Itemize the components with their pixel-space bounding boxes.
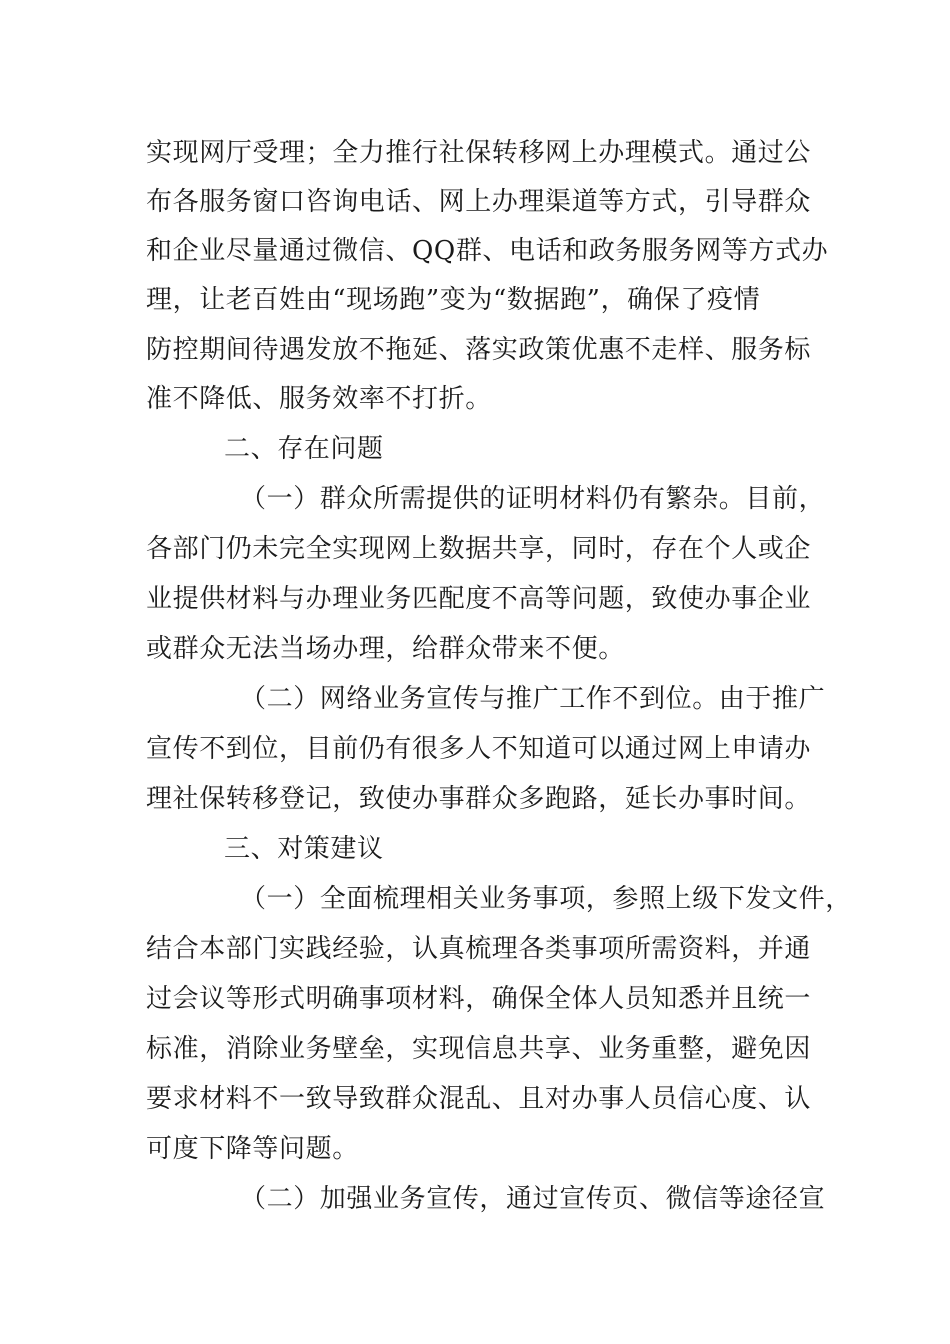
body-text-line: 宣传不到位，目前仍有很多人不知道可以通过网上申请办 xyxy=(146,734,812,764)
body-text-line: 要求材料不一致导致群众混乱、且对办事人员信心度、认 xyxy=(146,1084,812,1114)
body-text-line: 可度下降等问题。 xyxy=(146,1134,359,1164)
body-text-line: 和企业尽量通过微信、QQ群、电话和政务服务网等方式办 xyxy=(146,236,829,266)
body-text-line: 结合本部门实践经验，认真梳理各类事项所需资料，并通 xyxy=(146,934,812,964)
body-text-line: 防控期间待遇发放不拖延、落实政策优惠不走样、服务标 xyxy=(146,335,812,365)
body-text-line: 过会议等形式明确事项材料，确保全体人员知悉并且统一 xyxy=(146,984,812,1014)
body-text-line: 理，让老百姓由“现场跑”变为“数据跑”，确保了疫情 xyxy=(146,285,761,315)
subsection-line: （二）网络业务宣传与推广工作不到位。由于推广 xyxy=(240,684,826,714)
body-text-line: 准不降低、服务效率不打折。 xyxy=(146,384,492,414)
body-text-line: 标准，消除业务壁垒，实现信息共享、业务重整，避免因 xyxy=(146,1034,812,1064)
body-text-line: 各部门仍未完全实现网上数据共享，同时，存在个人或企 xyxy=(146,534,812,564)
body-text-line: 或群众无法当场办理，给群众带来不便。 xyxy=(146,634,625,664)
section-heading: 二、存在问题 xyxy=(224,434,384,464)
section-heading: 三、对策建议 xyxy=(224,834,384,864)
body-text-line: 理社保转移登记，致使办事群众多跑路，延长办事时间。 xyxy=(146,784,812,814)
body-text-line: 布各服务窗口咨询电话、网上办理渠道等方式，引导群众 xyxy=(146,187,812,217)
subsection-line: （一）全面梳理相关业务事项，参照上级下发文件， xyxy=(240,884,852,914)
subsection-line: （一）群众所需提供的证明材料仍有繁杂。目前， xyxy=(240,484,826,514)
body-text-line: 业提供材料与办理业务匹配度不高等问题，致使办事企业 xyxy=(146,584,812,614)
body-text-line: 实现网厅受理；全力推行社保转移网上办理模式。通过公 xyxy=(146,138,812,168)
subsection-line: （二）加强业务宣传，通过宣传页、微信等途径宣 xyxy=(240,1184,826,1214)
